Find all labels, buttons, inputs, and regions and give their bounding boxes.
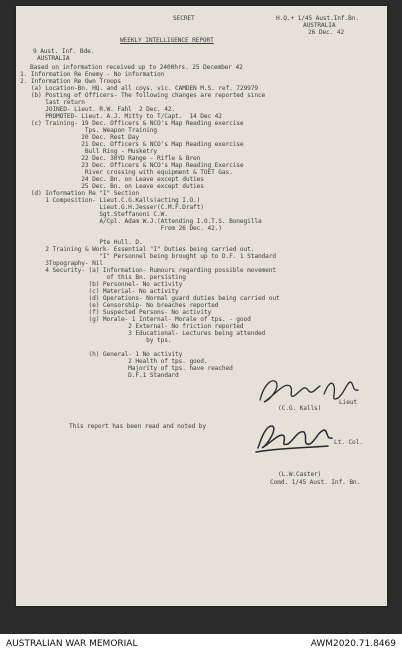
body-line: by tps. bbox=[20, 337, 172, 344]
archive-caption-bar bbox=[0, 634, 402, 653]
signatory-2-appointment: Comd. 1/45 Aust. Inf. Bn. bbox=[270, 479, 361, 486]
body-line: last return bbox=[20, 99, 85, 106]
body-line: Lieut.G.H.Jesser(C.M.F.Draft) bbox=[20, 204, 204, 211]
body-line: JOINED- Lieut. R.W. Fahl 2 Dec. 42. bbox=[20, 106, 176, 113]
body-line: From 26 Dec. 42.) bbox=[20, 225, 222, 232]
body-line: 2 Training & Work- Essential "I" Duties being carried out. bbox=[20, 246, 255, 253]
body-line: 3Topography- Nil bbox=[20, 260, 103, 267]
body-line: (d) Operations- Normal guard duties being carried out bbox=[20, 295, 280, 302]
addressee-line: 9 Aust. Inf. Bde. bbox=[33, 48, 95, 55]
body-line: 1. Information Re Enemy - No information bbox=[20, 71, 165, 78]
signatory-2-name: (L.W.Caster) bbox=[278, 471, 322, 478]
date-line: 26 Dec. 42 bbox=[308, 29, 345, 36]
body-line: 1 Composition- Lieut.C.G.Kalls(acting I.O.) bbox=[20, 197, 201, 204]
body-line: (a) Location-Bn. HQ. and all coys. vic. CAMDEN M.S. ref. 729979 bbox=[20, 85, 258, 92]
body-line: 25 Dec. Bn. on Leave except duties bbox=[20, 183, 204, 190]
body-line: 22 Dec. 30YD Range - Rifle & Bren bbox=[20, 155, 201, 162]
body-line: PROMOTED- Lieut. A.J. Mitty to T/Capt. 14 Dec 42 bbox=[20, 113, 222, 120]
body-line: 24 Dec. Bn. on Leave except duties bbox=[20, 176, 204, 183]
body-line: D.F.1 Standard bbox=[20, 372, 179, 379]
body-line: 2 Health of tps. good. bbox=[20, 358, 208, 365]
body-line: 4 Security- (a) Information- Rumours regarding possible movement bbox=[20, 267, 276, 274]
body-line: 2. Information Re Own Troops bbox=[20, 78, 121, 85]
body-line: (c) Material- No activity bbox=[20, 288, 179, 295]
body-line: 3 Educational- Lectures being attended bbox=[20, 330, 266, 337]
body-line: A/Cpl. Adam W.J.(Attending I.O.T.S. Bonegilla bbox=[20, 218, 262, 225]
document-page bbox=[16, 6, 387, 606]
body-line: 2 External- No friction reported bbox=[20, 323, 244, 330]
addressee-line: AUSTRALIA bbox=[37, 55, 70, 62]
body-line: Pte Hull. D. bbox=[20, 239, 143, 246]
noted-line: This report has been read and noted by bbox=[69, 423, 206, 430]
body-line: (b) Personnel- No activity bbox=[20, 281, 183, 288]
body-line: Majority of tps. have reached bbox=[20, 365, 233, 372]
body-line: (g) Morale- 1 Internal- Morale of tps. - good bbox=[20, 316, 251, 323]
archive-reference: AWM2020.71.8469 bbox=[310, 639, 396, 649]
body-line: Sgt.Steffanoni C.W. bbox=[20, 211, 168, 218]
body-line: of this Bn. persisting bbox=[20, 274, 186, 281]
body-line: River crossing with equipment & TOET Gas. bbox=[20, 169, 233, 176]
signatory-1-rank: Lieut bbox=[339, 399, 358, 406]
signatory-1-name: (C.G. Kalls) bbox=[278, 405, 322, 412]
report-title: WEEKLY INTELLIGENCE REPORT bbox=[120, 37, 214, 44]
body-line: (b) Posting of Officers- The following changes are reported since bbox=[20, 92, 266, 99]
archive-name: AUSTRALIAN WAR MEMORIAL bbox=[6, 639, 138, 649]
body-line: (e) Censorship- No breaches reported bbox=[20, 302, 219, 309]
body-line: Tps. Weapon Training bbox=[20, 127, 157, 134]
signatory-2-rank: Lt. Col. bbox=[334, 439, 363, 446]
body-line: "I" Personnel being brought up to D.F. 1 Standard bbox=[20, 253, 276, 260]
location-line: AUSTRALIA bbox=[303, 22, 336, 29]
signature-caster bbox=[254, 418, 334, 454]
classification: SECRET bbox=[173, 15, 195, 22]
unit-line: H.Q.+ 1/45 Aust.Inf.Bn. bbox=[276, 15, 359, 22]
body-line: 20 Dec. Rest Day bbox=[20, 134, 139, 141]
body-line: Bull Ring - Musketry bbox=[20, 148, 157, 155]
body-line: 23 Dec. Officers & NCO's Map Reading Exercise bbox=[20, 162, 244, 169]
body-line: (h) General- 1 No activity bbox=[20, 351, 183, 358]
body-line: (f) Suspected Persons- No activity bbox=[20, 309, 212, 316]
body-line: 21 Dec. Officers & NCO's Map Reading exercise bbox=[20, 141, 244, 148]
body-line: Based on information received up to 2400hrs. 25 December 42 bbox=[30, 64, 243, 71]
body-line: (c) Training- 19 Dec. Officers & NCO's Map Reading exercise bbox=[20, 120, 244, 127]
body-line: (d) Information Re "I" Section bbox=[20, 190, 139, 197]
